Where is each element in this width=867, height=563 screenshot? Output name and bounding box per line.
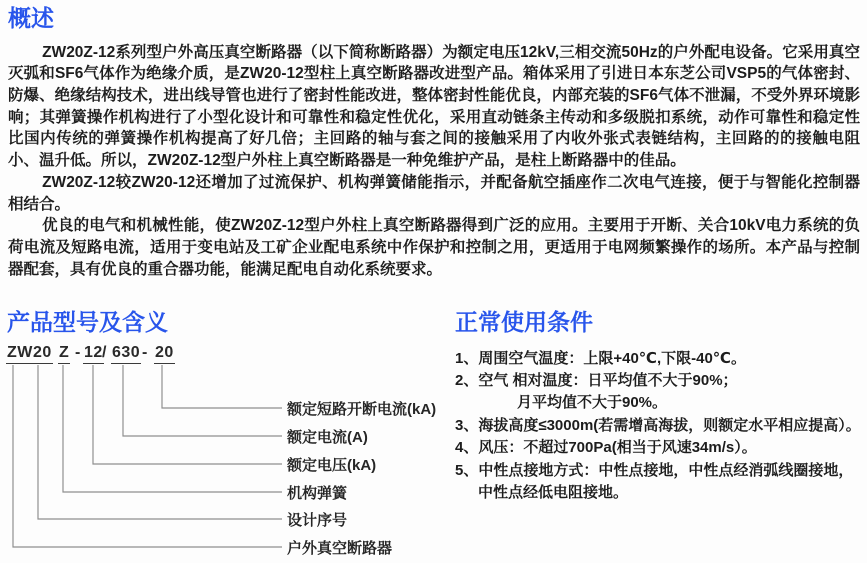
connector-lines — [6, 342, 446, 563]
model-part-slash: / — [102, 344, 107, 361]
overview-section — [8, 5, 860, 280]
model-part-20: 20 — [32, 344, 53, 364]
overview-paragraph: ZW20Z-12系列型户外高压真空断路器（以下简称断路器）为额定电压12kV,三相交流50Hz的户外配电设备。它采用真空灭弧和SF6气体作为绝缘介质，是ZW20-12型柱上真空断路器改进型产品。箱体采用了引进日本东芝公司VSP5的气体密封、防爆、绝缘结构技术，进出线导管也进行了密封性能改进，整体密封性能优良，内部充装的SF6气体不泄漏，不受外界环境影响；其弹簧操作机构进行了小型化设计和可靠性和稳定性优化，采用直动链条主传动和多级脱扣系统，动作可靠性和稳定性比国内传统的弹簧操作机构提高了好几倍；主回路的轴与套之间的接触采用了内收外张式表链结构，主回路的的接触电阻小、温升低。所以，ZW20Z-12型户外柱上真空断路器是一种免维护产品，是柱上断路器中的佳品。 — [8, 43, 860, 170]
overview-title: 概述 — [8, 5, 54, 31]
model-part-dash2: - — [142, 344, 148, 361]
model-part-zw: ZW — [6, 344, 34, 364]
model-part-label: 额定短路开断电流(kA) — [287, 401, 437, 418]
model-part-630: 630 — [111, 344, 141, 364]
conditions-title: 正常使用条件 — [455, 309, 593, 335]
model-part-dash: - — [75, 344, 81, 361]
condition-line: 3、海拔高度≤3000m(若需增高海拔，则额定水平相应提高）。 — [455, 416, 861, 434]
conditions-section — [455, 309, 865, 504]
condition-line: 4、风压：不超过700Pa(相当于风速34m/s）。 — [455, 439, 757, 457]
overview-paragraph: 优良的电气和机械性能，使ZW20Z-12型户外柱上真空断路器得到广泛的应用。主要用于开断、关合10kV电力系统的负荷电流及短路电流，适用于变电站及工矿企业配电系统中作保护和控制之用，更适用于电网频繁操作的场所。本产品与控制器配套，具有优良的重合器功能，能满足配电自动化系统要求。 — [8, 217, 860, 278]
model-part-label: 户外真空断路器 — [287, 540, 393, 557]
condition-line: 中性点经低电阻接地。 — [478, 484, 629, 502]
overview-paragraph: ZW20Z-12较ZW20-12还增加了过流保护、机构弹簧储能指示，并配备航空插座作二次电气连接，便于与智能化控制器相结合。 — [8, 173, 860, 213]
model-part-label: 额定电压(kA) — [287, 457, 377, 474]
model-breakdown-diagram — [6, 342, 446, 563]
model-part-label: 设计序号 — [287, 512, 348, 529]
model-part-label: 额定电流(A) — [287, 429, 368, 446]
condition-line: 5、中性点接地方式：中性点接地，中性点经消弧线圈接地， — [455, 461, 854, 479]
condition-line: 月平均值不大于90%。 — [517, 394, 668, 412]
condition-line: 1、周围空气温度：上限+40℃,下限-40℃。 — [455, 349, 746, 367]
model-part-20b: 20 — [154, 344, 175, 364]
product-model-section — [7, 309, 447, 337]
model-part-12: 12 — [83, 344, 104, 364]
model-part-z: Z — [58, 344, 70, 364]
product-model-title: 产品型号及含义 — [7, 309, 168, 335]
conditions-list — [455, 348, 865, 505]
model-part-label: 机构弹簧 — [287, 485, 348, 502]
condition-line: 2、空气 相对温度：日平均值不大于90%； — [455, 372, 738, 389]
overview-paragraphs — [8, 42, 860, 281]
